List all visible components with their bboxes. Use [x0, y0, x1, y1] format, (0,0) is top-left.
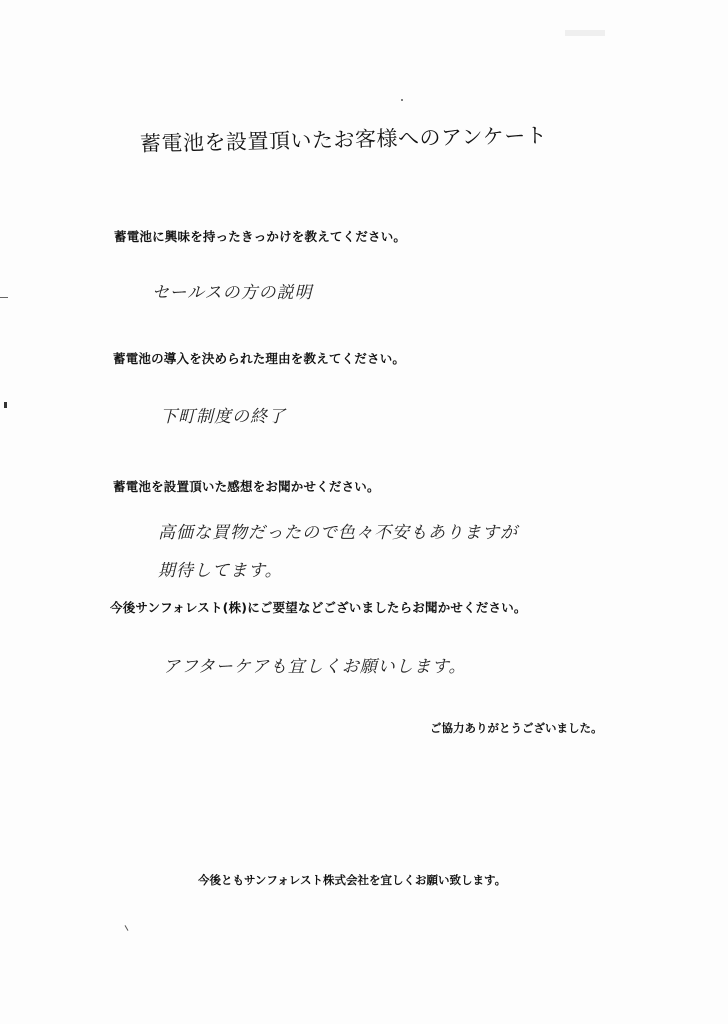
scan-edge-dot — [4, 402, 7, 408]
page-title: 蓄電池を設置頂いたお客様へのアンケート — [139, 123, 548, 156]
scan-stray-mark — [125, 925, 129, 931]
scan-edge-mark — [0, 215, 9, 229]
thanks-text: ご協力ありがとうございました。 — [430, 721, 603, 735]
question-1: 蓄電池に興味を持ったきっかけを教えてください。 — [114, 229, 407, 244]
question-2: 蓄電池の導入を決められた理由を教えてください。 — [113, 351, 406, 366]
answer-1: セールスの方の説明 — [152, 283, 313, 303]
scan-edge-line — [0, 297, 8, 298]
question-4: 今後サンフォレスト(株)にご要望などございましたらお聞かせください。 — [110, 600, 527, 615]
answer-2: 下町制度の終了 — [160, 407, 286, 427]
question-3: 蓄電池を設置頂いた感想をお聞かせください。 — [113, 479, 380, 494]
scan-stray-dot — [401, 99, 403, 101]
answer-4: アフターケアも宜しくお願いします。 — [163, 657, 467, 677]
footer-text: 今後ともサンフォレスト株式会社を宜しくお願い致します。 — [198, 873, 507, 887]
scan-smudge — [565, 30, 605, 36]
answer-3-line-1: 高価な買物だったので色々不安もありますが — [158, 523, 518, 543]
answer-3-line-2: 期待してます。 — [158, 561, 283, 581]
